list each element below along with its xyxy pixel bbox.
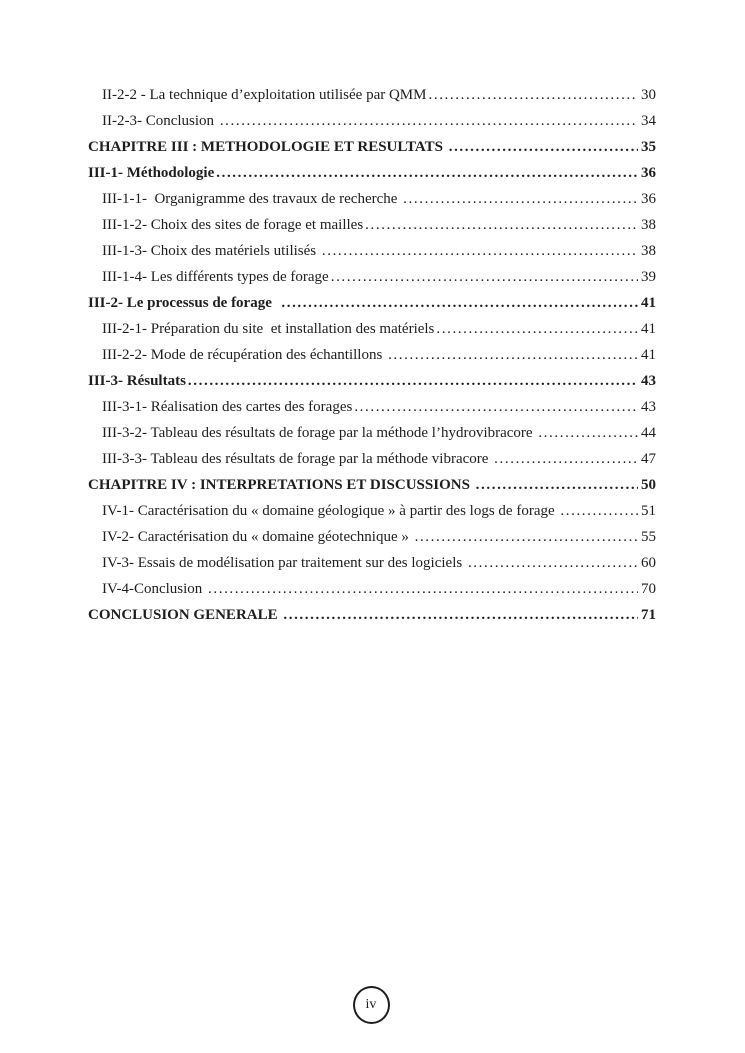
toc-entry[interactable] <box>88 264 656 290</box>
toc-entry-title: III-2-2- Mode de récupération des échantillons <box>102 347 387 363</box>
toc-entry-page-number: 41 <box>641 295 656 311</box>
toc-entry-title: III-1-2- Choix des sites de forage et mailles <box>102 217 364 233</box>
toc-entry-page-number: 38 <box>641 217 656 233</box>
toc-entry-page-number: 55 <box>641 529 656 545</box>
toc-leader-dots <box>468 550 638 576</box>
toc-entry-title: III-3- Résultats <box>88 373 186 389</box>
toc-entry-page-number: 43 <box>641 373 656 389</box>
toc-leader-dots <box>436 316 638 342</box>
toc-entry[interactable] <box>88 368 656 394</box>
toc-entry[interactable] <box>88 498 656 524</box>
toc-entry[interactable] <box>88 602 656 628</box>
toc-leader-dots <box>331 264 638 290</box>
toc-entry[interactable] <box>88 472 656 498</box>
toc-leader-dots <box>429 82 639 108</box>
toc-entry-page-number: 35 <box>641 139 656 155</box>
toc-entry-page-number: 44 <box>641 425 656 441</box>
toc-entry-page-number: 41 <box>641 347 656 363</box>
toc-leader-dots <box>494 446 638 472</box>
toc-entry-title: III-3-2- Tableau des résultats de forage par la méthode l’hydrovibracore <box>102 425 537 441</box>
toc-entry[interactable] <box>88 186 656 212</box>
toc-entry[interactable] <box>88 524 656 550</box>
toc-leader-dots <box>208 576 638 602</box>
toc-entry-page-number: 51 <box>641 503 656 519</box>
toc-entry-title: CHAPITRE IV : INTERPRETATIONS ET DISCUSSIONS <box>88 477 474 493</box>
toc-entry-title: III-1-1- Organigramme des travaux de recherche <box>102 191 402 207</box>
toc-entry[interactable] <box>88 576 656 602</box>
toc-entry[interactable] <box>88 342 656 368</box>
toc-entry[interactable] <box>88 420 656 446</box>
toc-leader-dots <box>476 472 638 498</box>
toc-entry-page-number: 43 <box>641 399 656 415</box>
page-footer <box>0 986 745 1024</box>
toc-entry[interactable] <box>88 290 656 316</box>
toc-entry-title: II-2-2 - La technique d’exploitation utilisée par QMM <box>102 87 427 103</box>
toc-entry[interactable] <box>88 82 656 108</box>
toc-leader-dots <box>403 186 638 212</box>
table-of-contents <box>0 82 745 628</box>
toc-entry-title: II-2-3- Conclusion <box>102 113 218 129</box>
toc-entry[interactable] <box>88 108 656 134</box>
toc-leader-dots <box>388 342 638 368</box>
toc-leader-dots <box>216 160 638 186</box>
toc-entry-page-number: 50 <box>641 477 656 493</box>
toc-leader-dots <box>354 394 638 420</box>
toc-entry-page-number: 60 <box>641 555 656 571</box>
page-number-badge <box>353 986 390 1024</box>
toc-entry-page-number: 41 <box>641 321 656 337</box>
toc-entry-page-number: 70 <box>641 581 656 597</box>
toc-entry-page-number: 36 <box>641 165 656 181</box>
toc-leader-dots <box>415 524 638 550</box>
toc-leader-dots <box>281 290 638 316</box>
toc-entry[interactable] <box>88 446 656 472</box>
toc-leader-dots <box>322 238 638 264</box>
toc-entry-title: III-1- Méthodologie <box>88 165 215 181</box>
toc-entry-title: IV-2- Caractérisation du « domaine géotechnique » <box>102 529 413 545</box>
toc-entry[interactable] <box>88 134 656 160</box>
toc-entry-title: CONCLUSION GENERALE <box>88 607 282 623</box>
toc-leader-dots <box>220 108 638 134</box>
page-number: iv <box>365 997 377 1012</box>
toc-entry-page-number: 36 <box>641 191 656 207</box>
toc-entry-title: III-3-1- Réalisation des cartes des forages <box>102 399 353 415</box>
toc-leader-dots <box>449 134 638 160</box>
toc-leader-dots <box>538 420 638 446</box>
toc-entry[interactable] <box>88 394 656 420</box>
toc-entry[interactable] <box>88 550 656 576</box>
toc-entry-title: III-3-3- Tableau des résultats de forage par la méthode vibracore <box>102 451 493 467</box>
toc-entry[interactable] <box>88 238 656 264</box>
toc-leader-dots <box>365 212 638 238</box>
toc-entry[interactable] <box>88 212 656 238</box>
toc-entry-page-number: 39 <box>641 269 656 285</box>
toc-leader-dots <box>560 498 638 524</box>
toc-entry-page-number: 47 <box>641 451 656 467</box>
toc-entry[interactable] <box>88 160 656 186</box>
toc-entry-title: III-2- Le processus de forage <box>88 295 280 311</box>
toc-leader-dots <box>188 368 638 394</box>
toc-entry[interactable] <box>88 316 656 342</box>
toc-entry-page-number: 34 <box>641 113 656 129</box>
toc-entry-title: IV-1- Caractérisation du « domaine géologique » à partir des logs de forage <box>102 503 559 519</box>
toc-entry-page-number: 30 <box>641 87 656 103</box>
toc-entry-page-number: 71 <box>641 607 656 623</box>
toc-leader-dots <box>283 602 638 628</box>
toc-entry-title: CHAPITRE III : METHODOLOGIE ET RESULTATS <box>88 139 447 155</box>
toc-entry-title: III-2-1- Préparation du site et installation des matériels <box>102 321 435 337</box>
toc-entry-title: III-1-4- Les différents types de forage <box>102 269 329 285</box>
toc-entry-title: III-1-3- Choix des matériels utilisés <box>102 243 320 259</box>
toc-entry-title: IV-3- Essais de modélisation par traitement sur des logiciels <box>102 555 466 571</box>
toc-entry-page-number: 38 <box>641 243 656 259</box>
toc-entry-title: IV-4-Conclusion <box>102 581 207 597</box>
